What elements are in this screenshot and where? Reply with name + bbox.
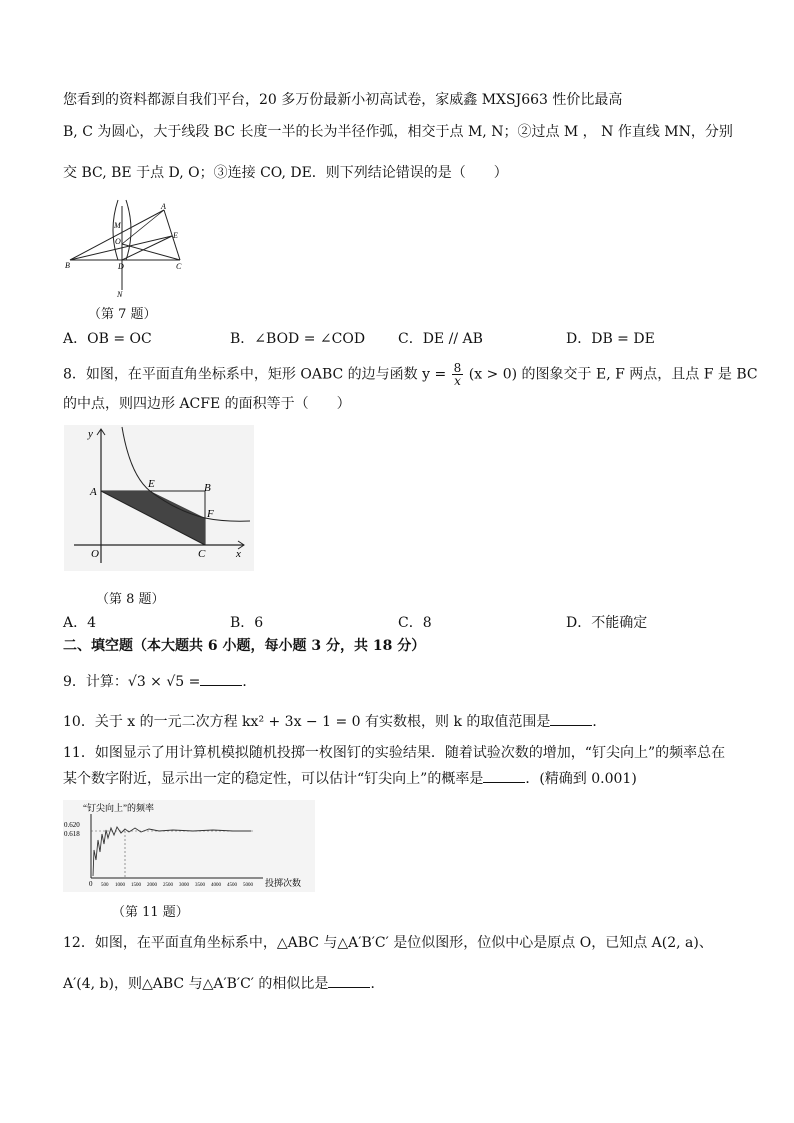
q9-text: 9．计算：√3 × √5 = [63, 674, 201, 690]
q10-text: 10．关于 x 的一元二次方程 kx² + 3x − 1 = 0 有实数根，则 k 的取值范围是 [63, 714, 551, 730]
q7-label-n: N [117, 290, 123, 298]
q7-option-c: C．DE // AB [398, 331, 483, 347]
q11-figure [63, 800, 315, 892]
q7-label-m: M [114, 221, 121, 230]
q7-caption: （第 7 题） [88, 307, 157, 322]
q8-label-e: E [148, 478, 155, 490]
q9-end: ． [242, 674, 257, 690]
q8-label-c: C [198, 548, 206, 560]
q7-label-e: E [173, 231, 178, 240]
q12-line2 [63, 973, 384, 994]
q7-figure [62, 198, 198, 298]
q11-x-tick-5000: 5000 [243, 883, 253, 888]
q8-line2: 的中点，则四边形 ACFE 的面积等于（ ） [63, 396, 351, 412]
q11-x-tick-1500: 1500 [131, 883, 141, 888]
q8-label-o: O [91, 548, 99, 560]
q8-text-pre: 8．如图，在平面直角坐标系中，矩形 OABC 的边与函数 y = [63, 366, 447, 383]
q11-answer-blank[interactable] [483, 768, 525, 783]
section-heading: 二、填空题（本大题共 6 小题，每小题 3 分，共 18 分） [63, 638, 426, 654]
q11-x-tick-2500: 2500 [163, 883, 173, 888]
q8-line1 [63, 362, 758, 387]
q8-option-a: A．4 [63, 615, 97, 631]
q7-line2: 交 BC, BE 于点 D, O；③连接 CO, DE．则下列结论错误的是（ ） [63, 165, 508, 181]
q7-label-d: D [118, 262, 124, 271]
q8-label-y: y [88, 428, 93, 440]
q10-line [63, 711, 606, 732]
q11-x-label: 投掷次数 [265, 878, 302, 888]
q11-x-tick-4500: 4500 [227, 883, 237, 888]
q7-side-ab [70, 210, 164, 260]
q8-label-b: B [204, 482, 211, 494]
q11-text: 某个数字附近，显示出一定的稳定性，可以估计“钉尖向上”的概率是 [63, 771, 484, 787]
q8-option-d: D．不能确定 [566, 615, 648, 631]
q7-line1: B, C 为圆心，大于线段 BC 长度一半的长为半径作弧，相交于点 M, N；②过点 M ， N 作直线 MN，分别 [63, 124, 733, 140]
q7-segment-be [70, 236, 172, 260]
q11-x-tick-500: 500 [101, 883, 109, 888]
q11-x-tick-3000: 3000 [179, 883, 189, 888]
q7-label-b: B [65, 261, 70, 270]
q7-label-c: C [176, 262, 182, 271]
q11-x-tick-1000: 1000 [115, 883, 125, 888]
q8-figure [64, 425, 254, 571]
q7-label-a: A [161, 202, 166, 211]
q11-caption: （第 11 题） [112, 905, 189, 920]
q11-x-tick-0: 0 [89, 880, 93, 888]
q11-line2 [63, 768, 637, 789]
q10-answer-blank[interactable] [550, 711, 592, 726]
q11-y-tick-0618: 0.618 [64, 830, 80, 838]
q8-label-f: F [207, 508, 214, 520]
q8-caption: （第 8 题） [96, 592, 165, 607]
q7-option-b: B．∠BOD = ∠COD [230, 331, 366, 347]
q8-option-b: B．6 [230, 615, 264, 631]
q8-fraction-numerator: 8 [453, 361, 462, 375]
q11-y-tick-0620: 0.620 [64, 821, 80, 829]
q7-option-d: D．DB = DE [566, 331, 655, 347]
q12-answer-blank[interactable] [328, 973, 370, 988]
q11-line1: 11．如图显示了用计算机模拟随机投掷一枚图钉的实验结果．随着试验次数的增加，“钉尖向上”的频率总在 [63, 745, 726, 761]
q12-text: A′(4, b)，则△ABC 与△A′B′C′ 的相似比是 [63, 976, 329, 992]
q10-end: ． [592, 714, 607, 730]
q7-arc-left [113, 200, 118, 260]
q8-fraction-denominator: x [454, 374, 461, 388]
q11-x-tick-4000: 4000 [211, 883, 221, 888]
q12-line1: 12．如图，在平面直角坐标系中，△ABC 与△A′B′C′ 是位似图形，位似中心是原点 O，已知点 A(2, a)、 [63, 935, 713, 951]
header-line: 您看到的资料都源自我们平台，20 多万份最新小初高试卷，家威鑫 MXSJ663 性价比最高 [63, 92, 623, 108]
q9-answer-blank[interactable] [200, 671, 242, 686]
q11-chart-title: “钉尖向上”的频率 [83, 803, 154, 813]
q9-line [63, 671, 256, 692]
q11-end: ．(精确到 0.001) [525, 771, 637, 787]
q8-option-c: C．8 [398, 615, 432, 631]
q8-fraction [452, 362, 464, 387]
q12-end: ． [370, 976, 385, 992]
q8-label-x: x [236, 548, 241, 560]
q8-label-a: A [90, 486, 97, 498]
q7-label-o: O [115, 237, 121, 246]
q11-x-tick-3500: 3500 [195, 883, 205, 888]
q11-x-tick-2000: 2000 [147, 883, 157, 888]
q7-option-a: A．OB = OC [63, 331, 152, 347]
q8-text-post: (x > 0) 的图象交于 E, F 两点，且点 F 是 BC [468, 366, 758, 383]
